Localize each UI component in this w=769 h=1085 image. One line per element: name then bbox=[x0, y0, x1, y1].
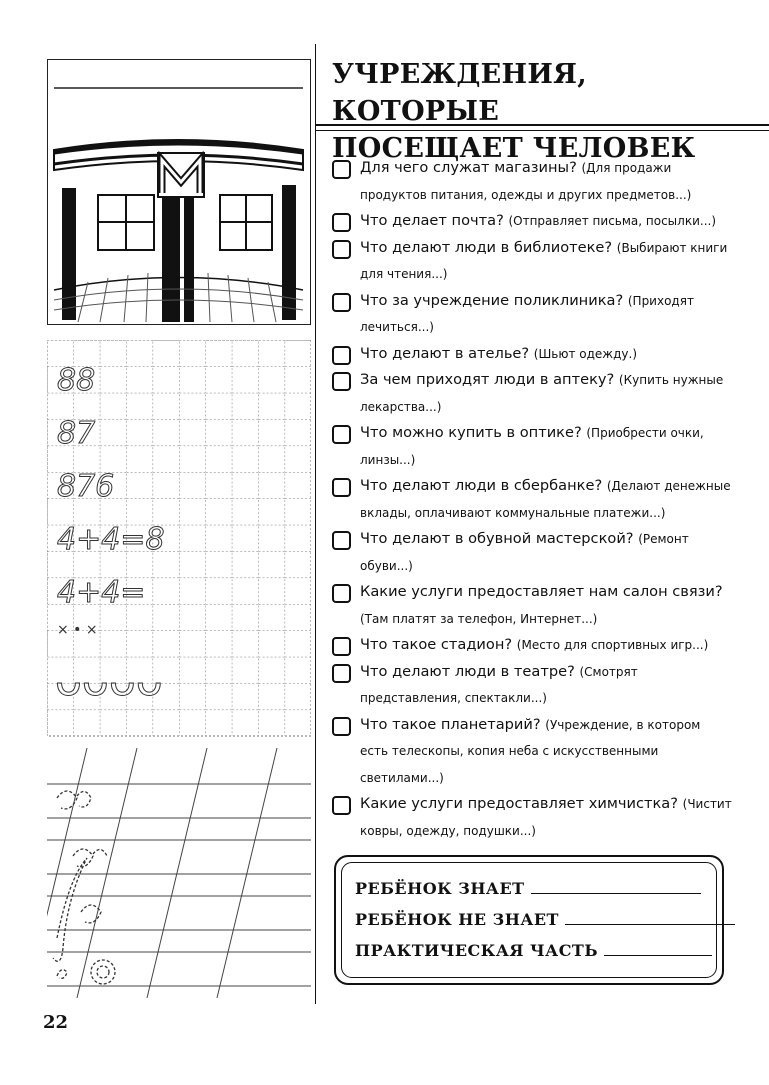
question-item bbox=[332, 659, 732, 712]
copybook-row-5: 4+4= bbox=[57, 575, 146, 610]
title-line-2: ПОСЕЩАЕТ ЧЕЛОВЕК bbox=[332, 133, 696, 164]
checkbox[interactable] bbox=[332, 160, 351, 179]
question-item bbox=[332, 208, 732, 235]
question-text: Что такое планетарий? bbox=[360, 715, 541, 733]
question-item bbox=[332, 791, 732, 844]
question-text: Что делают люди в театре? bbox=[360, 662, 575, 680]
checkbox[interactable] bbox=[332, 293, 351, 312]
column-divider bbox=[315, 44, 316, 1004]
metro-entrance-illustration bbox=[47, 59, 311, 325]
checkbox[interactable] bbox=[332, 425, 351, 444]
question-list bbox=[332, 155, 732, 844]
question-text: Что делают в ателье? bbox=[360, 344, 530, 362]
answer-hint: (Отправляет письма, посылки...) bbox=[508, 214, 717, 228]
answer-hint: (Чистит ковры, одежду, подушки...) bbox=[360, 797, 732, 838]
status-practical bbox=[355, 941, 712, 960]
status-practical-label: ПРАКТИЧЕСКАЯ ЧАСТЬ bbox=[355, 941, 599, 960]
checkbox[interactable] bbox=[332, 584, 351, 603]
status-knows-blank[interactable] bbox=[531, 879, 701, 894]
answer-hint: (Место для спортивных игр...) bbox=[516, 638, 709, 652]
question-text: Какие услуги предоставляет химчистка? bbox=[360, 795, 678, 812]
question-item bbox=[332, 341, 732, 368]
answer-hint: (Там платят за телефон, Интернет...) bbox=[360, 611, 598, 626]
question-text: Какие услуги предоставляет нам салон связи? bbox=[360, 583, 723, 600]
title-underline-thin bbox=[316, 130, 769, 131]
checkbox[interactable] bbox=[332, 717, 351, 736]
handwriting-exercise bbox=[47, 748, 311, 998]
checkbox[interactable] bbox=[332, 664, 351, 683]
checkbox[interactable] bbox=[332, 531, 351, 550]
question-item bbox=[332, 155, 732, 208]
title-line-1: УЧРЕЖДЕНИЯ, КОТОРЫЕ bbox=[332, 59, 587, 127]
checkbox[interactable] bbox=[332, 346, 351, 365]
status-knows-label: РЕБЁНОК ЗНАЕТ bbox=[355, 879, 525, 898]
answer-hint: (Шьют одежду.) bbox=[533, 346, 638, 361]
answer-hint: (Приобрести очки, линзы...) bbox=[360, 426, 704, 467]
answer-hint: (Смотрят представления, спектакли...) bbox=[360, 664, 638, 705]
status-not-knows-label: РЕБЁНОК НЕ ЗНАЕТ bbox=[355, 910, 559, 929]
checkbox[interactable] bbox=[332, 240, 351, 259]
handwriting-lines bbox=[47, 748, 311, 998]
checkbox[interactable] bbox=[332, 637, 351, 656]
answer-hint: (Учреждение, в котором есть телескопы, копия неба с искусственными светилами...) bbox=[360, 717, 701, 785]
answer-hint: (Для продажи продуктов питания, одежды и других предметов...) bbox=[360, 161, 692, 202]
copybook-row-6: × • × bbox=[57, 622, 98, 638]
checkbox[interactable] bbox=[332, 372, 351, 391]
question-text: За чем приходят люди в аптеку? bbox=[360, 371, 615, 388]
title-underline bbox=[316, 124, 769, 126]
copybook-row-4: 4+4=8 bbox=[57, 522, 165, 557]
grid-exercise bbox=[47, 340, 311, 745]
checkbox[interactable] bbox=[332, 213, 351, 232]
question-text: Что за учреждение поликлиника? bbox=[360, 291, 624, 309]
status-not-knows-blank[interactable] bbox=[565, 910, 735, 925]
copybook-row-3: 876 bbox=[57, 469, 115, 504]
status-not-knows bbox=[355, 910, 735, 929]
answer-hint: (Выбирают книги для чтения...) bbox=[360, 240, 728, 281]
status-knows bbox=[355, 879, 701, 898]
answer-hint: (Приходят лечиться...) bbox=[360, 293, 694, 334]
question-text: Что делают люди в сбербанке? bbox=[360, 477, 603, 494]
checkbox[interactable] bbox=[332, 478, 351, 497]
question-item bbox=[332, 420, 732, 473]
question-item bbox=[332, 473, 732, 526]
question-item bbox=[332, 526, 732, 579]
question-item bbox=[332, 712, 732, 792]
page-number: 22 bbox=[43, 1012, 69, 1033]
checkbox[interactable] bbox=[332, 796, 351, 815]
copybook-row-2: 87 bbox=[57, 416, 96, 451]
question-text: Что можно купить в оптике? bbox=[360, 424, 582, 441]
answer-hint: (Купить нужные лекарства...) bbox=[360, 373, 724, 414]
question-item bbox=[332, 235, 732, 288]
question-text: Для чего служат магазины? bbox=[360, 159, 577, 176]
copybook-row-7: ᴗᴗᴗᴗ bbox=[55, 655, 163, 706]
answer-hint: (Делают денежные вклады, оплачивают коммунальные платежи...) bbox=[360, 479, 731, 520]
question-item bbox=[332, 579, 732, 632]
copybook-row-1: 88 bbox=[57, 363, 96, 398]
status-practical-blank[interactable] bbox=[604, 941, 712, 956]
question-text: Что делают в обувной мастерской? bbox=[360, 530, 634, 547]
page-title bbox=[332, 56, 752, 167]
question-text: Что такое стадион? bbox=[360, 636, 513, 653]
question-text: Что делают люди в библиотеке? bbox=[360, 238, 613, 256]
copybook-grid bbox=[47, 340, 311, 745]
question-text: Что делает почта? bbox=[360, 212, 504, 229]
question-item bbox=[332, 632, 732, 659]
question-item bbox=[332, 367, 732, 420]
question-item bbox=[332, 288, 732, 341]
answer-hint: (Ремонт обуви...) bbox=[360, 532, 689, 573]
metro-building-image bbox=[48, 60, 309, 323]
